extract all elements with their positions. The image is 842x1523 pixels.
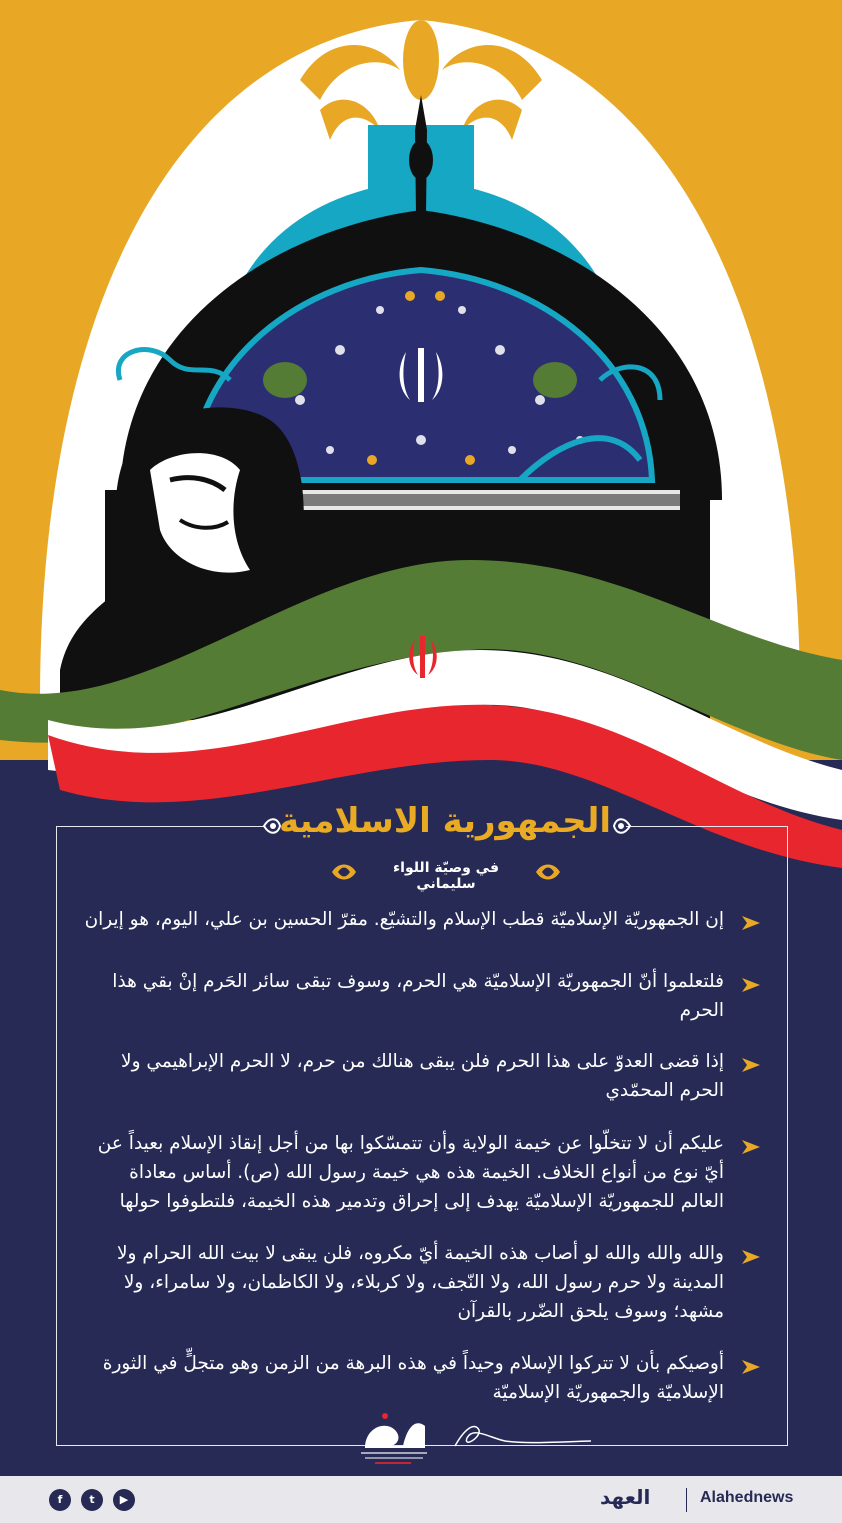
youtube-icon[interactable]: ▶ [113, 1489, 135, 1511]
list-item-text: عليكم أن لا تتخلّوا عن خيمة الولاية وأن تتمسّكوا بها من أجل إنقاذ الإسلام بعيداً عن أيّ نوع من أنواع الخلاف. الخيمة هذه هي خيمة رسول الله (ص). أساس معاداة العالم للجمهوريّة الإسلاميّة يهدف إلى إحراق وتدمير هذه الخيمة، فلتطوفوا حولها [97, 1133, 724, 1212]
brand-name-arabic: العهد [600, 1485, 651, 1509]
frame-top-line-left [56, 826, 264, 827]
arrow-bullet-icon [740, 1360, 760, 1374]
arrow-bullet-icon [740, 916, 760, 930]
brand-name-english: Alahednews [700, 1489, 794, 1506]
twitter-icon[interactable]: t [81, 1489, 103, 1511]
page-title: الجمهورية الاسلامية [278, 801, 612, 841]
list-item-text: إذا قضى العدوّ على هذا الحرم فلن يبقى هنالك من حرم، لا الحرم الإبراهيمي ولا الحرم المحمّدي [121, 1051, 724, 1101]
list-item-text: فلتعلموا أنّ الجمهوريّة الإسلاميّة هي الحرم، وسوف تبقى سائر الحَرم إنْ بقي هذا الحرم [112, 971, 724, 1021]
arrow-bullet-icon [740, 1058, 760, 1072]
list-item-text: والله والله والله لو أصاب هذه الخيمة أيّ مكروه، فلن يبقى لا بيت الله الحرام ولا المدينة ولا حرم رسول الله، ولا النّجف، ولا كربلاء، ولا الكاظمان، ولا سامراء، ولا مشهد؛ وسوف يلحق الضّرر بالقرآن [116, 1243, 724, 1322]
signature-icon [455, 1427, 591, 1446]
arrow-bullet-icon [740, 978, 760, 992]
list-item-text: إن الجمهوريّة الإسلاميّة قطب الإسلام والتشيّع. مقرّ الحسين بن علي، اليوم، هو إيران [84, 909, 724, 930]
qamma-logo-icon [361, 1413, 427, 1464]
subtitle-ornament-right-icon [534, 860, 562, 884]
footer-bar [0, 1476, 842, 1523]
subtitle-ornament-left-icon [330, 860, 358, 884]
list-item-text: أوصيكم بأن لا تتركوا الإسلام وحيداً في هذه البرهة من الزمن وهو متجلٍّ في الثورة الإسلاميّة والجمهوريّة الإسلاميّة [102, 1353, 724, 1403]
arrow-bullet-icon [740, 1140, 760, 1154]
facebook-icon[interactable]: f [49, 1489, 71, 1511]
brand-divider [686, 1488, 687, 1512]
subtitle-block [330, 858, 562, 892]
logo-and-signature [355, 1408, 595, 1468]
ornament-right-icon [612, 812, 632, 840]
arrow-bullet-icon [740, 1250, 760, 1264]
frame-top-line-right [626, 826, 788, 827]
subtitle: في وصيّة اللواء سليماني [392, 860, 500, 892]
